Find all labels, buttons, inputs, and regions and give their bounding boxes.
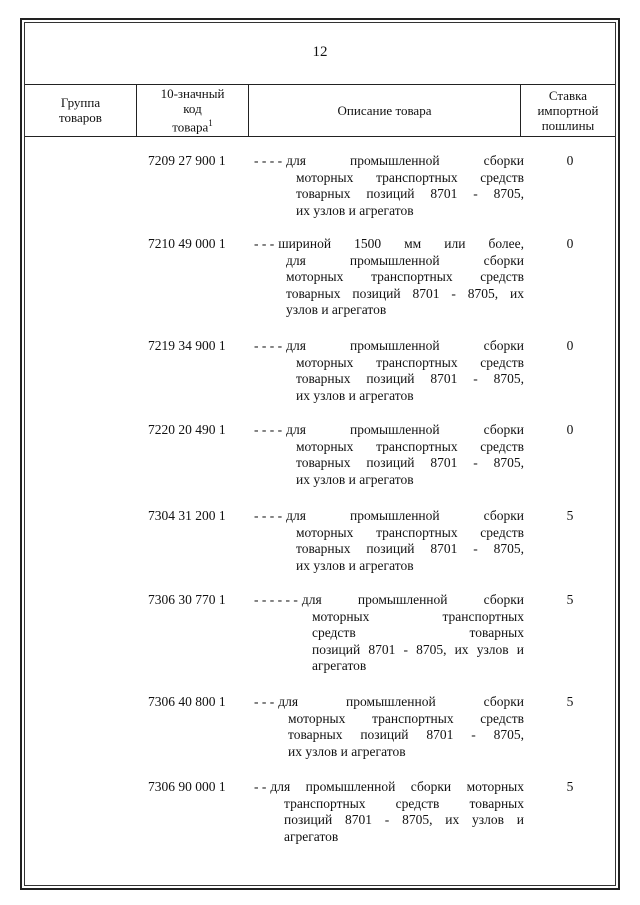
description-line: моторных транспортных [312,608,524,624]
hierarchy-dashes: - - - - [254,153,283,168]
description-continuation [286,253,524,319]
description-first-line [254,592,524,609]
footnote-marker: 1 [208,117,213,128]
description-first-line [254,508,524,525]
hierarchy-dashes: - - - - [254,508,283,523]
duty-rate: 0 [566,422,574,437]
description-line: их узлов и агрегатов [288,743,406,759]
commodity-code: 7306 90 000 1 [148,779,226,794]
description-line: их узлов и агрегатов [296,557,414,573]
description-text: для промышленной сборки [286,508,524,523]
description-line: моторных транспортных средств [296,438,524,454]
duty-rate: 0 [566,236,574,251]
description-line: моторных транспортных средств [296,524,524,540]
description-line: товарных позиций 8701 - 8705, [296,541,524,556]
page-number: 12 [312,44,328,60]
duty-rate: 0 [566,338,574,353]
header-code-word: товара [172,119,209,135]
description-line: товарных позиций 8701 - 8705, их [286,285,524,301]
duty-rate: 5 [566,592,574,607]
header-group-line: товаров [59,110,102,125]
description-text: шириной 1500 мм или более, [278,236,524,251]
duty-rate: 5 [566,508,574,523]
header-group [25,84,136,136]
description-line: для промышленной сборки [286,252,524,268]
commodity-code: 7304 31 200 1 [148,508,226,523]
description-first-line [254,338,524,355]
description-continuation [312,609,524,675]
description-first-line [254,236,524,253]
description-line: их узлов и агрегатов [296,471,414,487]
commodity-code: 7306 30 770 1 [148,592,226,607]
description-continuation [284,796,524,846]
description-text: для промышленной сборки [286,422,524,437]
description-line: транспортных средств товарных [284,795,524,811]
description-line: моторных транспортных средств [286,269,524,284]
duty-rate: 5 [566,779,574,794]
description-text: для промышленной сборки [301,592,524,607]
header-code-line: 10-значный [160,85,225,101]
description-line: средств товарных [312,625,524,640]
description-line: агрегатов [284,828,339,844]
description-continuation [296,525,524,575]
header-rate-line: пошлины [541,117,595,133]
description-text: для промышленной сборки [286,153,524,168]
description-continuation [296,439,524,489]
header-code-line [161,116,225,134]
commodity-code: 7210 49 000 1 [148,236,226,251]
header-bottom-rule [25,136,615,137]
description-line: их узлов и агрегатов [296,202,414,218]
header-rate-line: импортной [537,102,599,118]
hierarchy-dashes: - - - [254,236,275,251]
commodity-code: 7306 40 800 1 [148,694,226,709]
header-description-label: Описание товара [337,102,432,118]
description-line: товарных позиций 8701 - 8705, [288,727,524,742]
duty-rate: 0 [566,153,574,168]
description-line: товарных позиций 8701 - 8705, [296,186,524,201]
description-text: для промышленной сборки [278,694,524,709]
description-line: товарных позиций 8701 - 8705, [296,455,524,470]
description-text: для промышленной сборки моторных [270,779,524,794]
description-text: для промышленной сборки [286,338,524,353]
commodity-code: 7209 27 900 1 [148,153,226,168]
description-continuation [288,711,524,761]
description-first-line [254,694,524,711]
description-continuation [296,170,524,220]
commodity-code: 7220 20 490 1 [148,422,226,437]
commodity-code: 7219 34 900 1 [148,338,226,353]
header-group-line: Группа [60,95,101,110]
description-line: их узлов и агрегатов [296,387,414,403]
description-continuation [296,355,524,405]
hierarchy-dashes: - - [254,779,267,794]
header-rate [521,84,615,136]
description-line: моторных транспортных средств [288,710,524,726]
description-first-line [254,153,524,170]
duty-rate: 5 [566,694,574,709]
description-line: позиций 8701 - 8705, их узлов и [284,812,524,827]
description-first-line [254,422,524,439]
description-line: моторных транспортных средств [296,169,524,185]
header-code-line: код [183,100,202,116]
description-line: моторных транспортных средств [296,354,524,370]
description-line: агрегатов [312,658,367,673]
hierarchy-dashes: - - - - - - [254,592,298,607]
hierarchy-dashes: - - - - [254,422,283,437]
description-line: позиций 8701 - 8705, их узлов и [312,641,524,657]
hierarchy-dashes: - - - [254,694,275,709]
header-description [249,84,520,136]
description-first-line [254,779,524,796]
header-code [137,84,248,136]
header-rate-line: Ставка [548,87,588,103]
description-line: товарных позиций 8701 - 8705, [296,371,524,386]
hierarchy-dashes: - - - - [254,338,283,353]
description-line: узлов и агрегатов [286,302,387,317]
